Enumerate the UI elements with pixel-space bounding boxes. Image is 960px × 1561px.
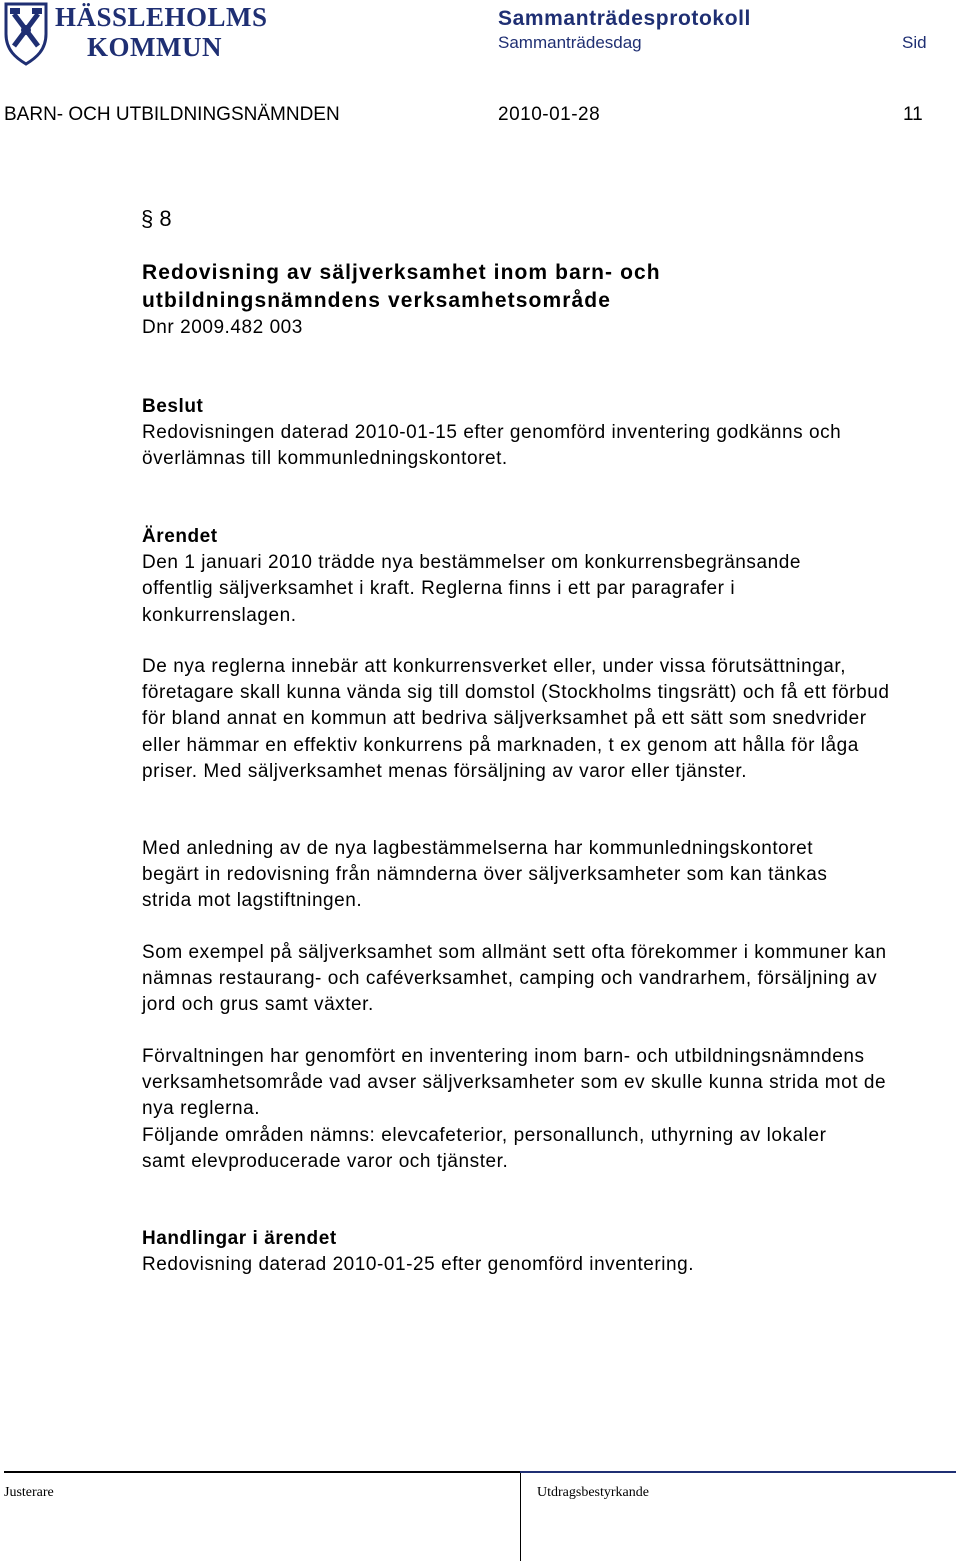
- handlingar-heading: Handlingar i ärendet: [142, 1228, 337, 1249]
- logo-line1: HÄSSLEHOLMS: [55, 2, 268, 32]
- coat-of-arms-icon: [2, 0, 50, 66]
- meeting-date-label: Sammanträdesdag: [498, 33, 642, 52]
- handlingar-section: [142, 1226, 922, 1278]
- page-number: 11: [903, 104, 923, 125]
- meeting-date: 2010-01-28: [498, 104, 601, 125]
- committee-name: BARN- OCH UTBILDNINGSNÄMNDEN: [4, 104, 340, 125]
- justerare-label: Justerare: [4, 1485, 54, 1500]
- arendet-paragraph-2: De nya reglerna innebär att konkurrensverket eller, under vissa förutsättningar, företagare skall kunna vända sig till domstol (Stockholms tingsrätt) och få ett förbud för bland annat en kommun att bedriva säljverksamhet på ett sätt som snedvrider eller hämmar en effektiv konkurrens på marknaden, t ex genom att hålla för låga priser. Med säljverksamhet menas försäljning av varor eller tjänster.: [142, 656, 890, 782]
- title-line2: utbildningsnämndens verksamhetsområde: [142, 289, 611, 312]
- protocol-title: Sammanträdesprotokoll: [498, 7, 751, 30]
- title-line1: Redovisning av säljverksamhet inom barn- och: [142, 261, 661, 284]
- arendet-paragraph-3: Med anledning av de nya lagbestämmelserna har kommunledningskontoret begärt in redovisning från nämnderna över säljverksamheter som kan tänkas strida mot lagstiftningen.: [142, 838, 828, 912]
- logo-wordmark: [55, 4, 268, 61]
- logo-line2: KOMMUN: [87, 32, 222, 62]
- utdragsbestyrkande-label: Utdragsbestyrkande: [537, 1485, 649, 1500]
- arendet-heading: Ärendet: [142, 526, 218, 547]
- arendet-paragraph-5: [142, 1044, 917, 1175]
- footer-divider-right: [520, 1471, 956, 1473]
- arendet-section: [142, 524, 872, 629]
- arendet-paragraph-1: Den 1 januari 2010 trädde nya bestämmelser om konkurrensbegränsande offentlig säljverksamhet i kraft. Reglerna finns i ett par paragrafer i konkurrenslagen.: [142, 552, 801, 626]
- beslut-text: Redovisningen daterad 2010-01-15 efter genomförd inventering godkänns och överlämnas till kommunledningskontoret.: [142, 422, 842, 470]
- diary-number: Dnr 2009.482 003: [142, 317, 303, 338]
- arendet-paragraph-5b: Följande områden nämns: elevcafeterior, personallunch, uthyrning av lokaler samt elevproducerade varor och tjänster.: [142, 1124, 827, 1172]
- beslut-heading: Beslut: [142, 396, 204, 417]
- arendet-paragraph-4: Som exempel på säljverksamhet som allmänt sett ofta förekommer i kommuner kan nämnas restaurang- och caféverksamhet, camping och vandrarhem, försäljning av jord och grus samt växter.: [142, 942, 887, 1016]
- municipality-logo: [2, 0, 268, 70]
- paragraph-title: [142, 259, 922, 315]
- beslut-section: [142, 394, 862, 473]
- arendet-paragraph-5a: Förvaltningen har genomfört en inventering inom barn- och utbildningsnämndens verksamhetsområde vad avser säljverksamheter som ev skulle kunna strida mot de nya reglerna.: [142, 1046, 887, 1120]
- page-label: Sid: [902, 33, 927, 52]
- footer-column-divider: [520, 1473, 521, 1561]
- handlingar-text: Redovisning daterad 2010-01-25 efter genomförd inventering.: [142, 1254, 695, 1276]
- footer-divider-left: [4, 1471, 520, 1473]
- paragraph-number: § 8: [141, 206, 172, 231]
